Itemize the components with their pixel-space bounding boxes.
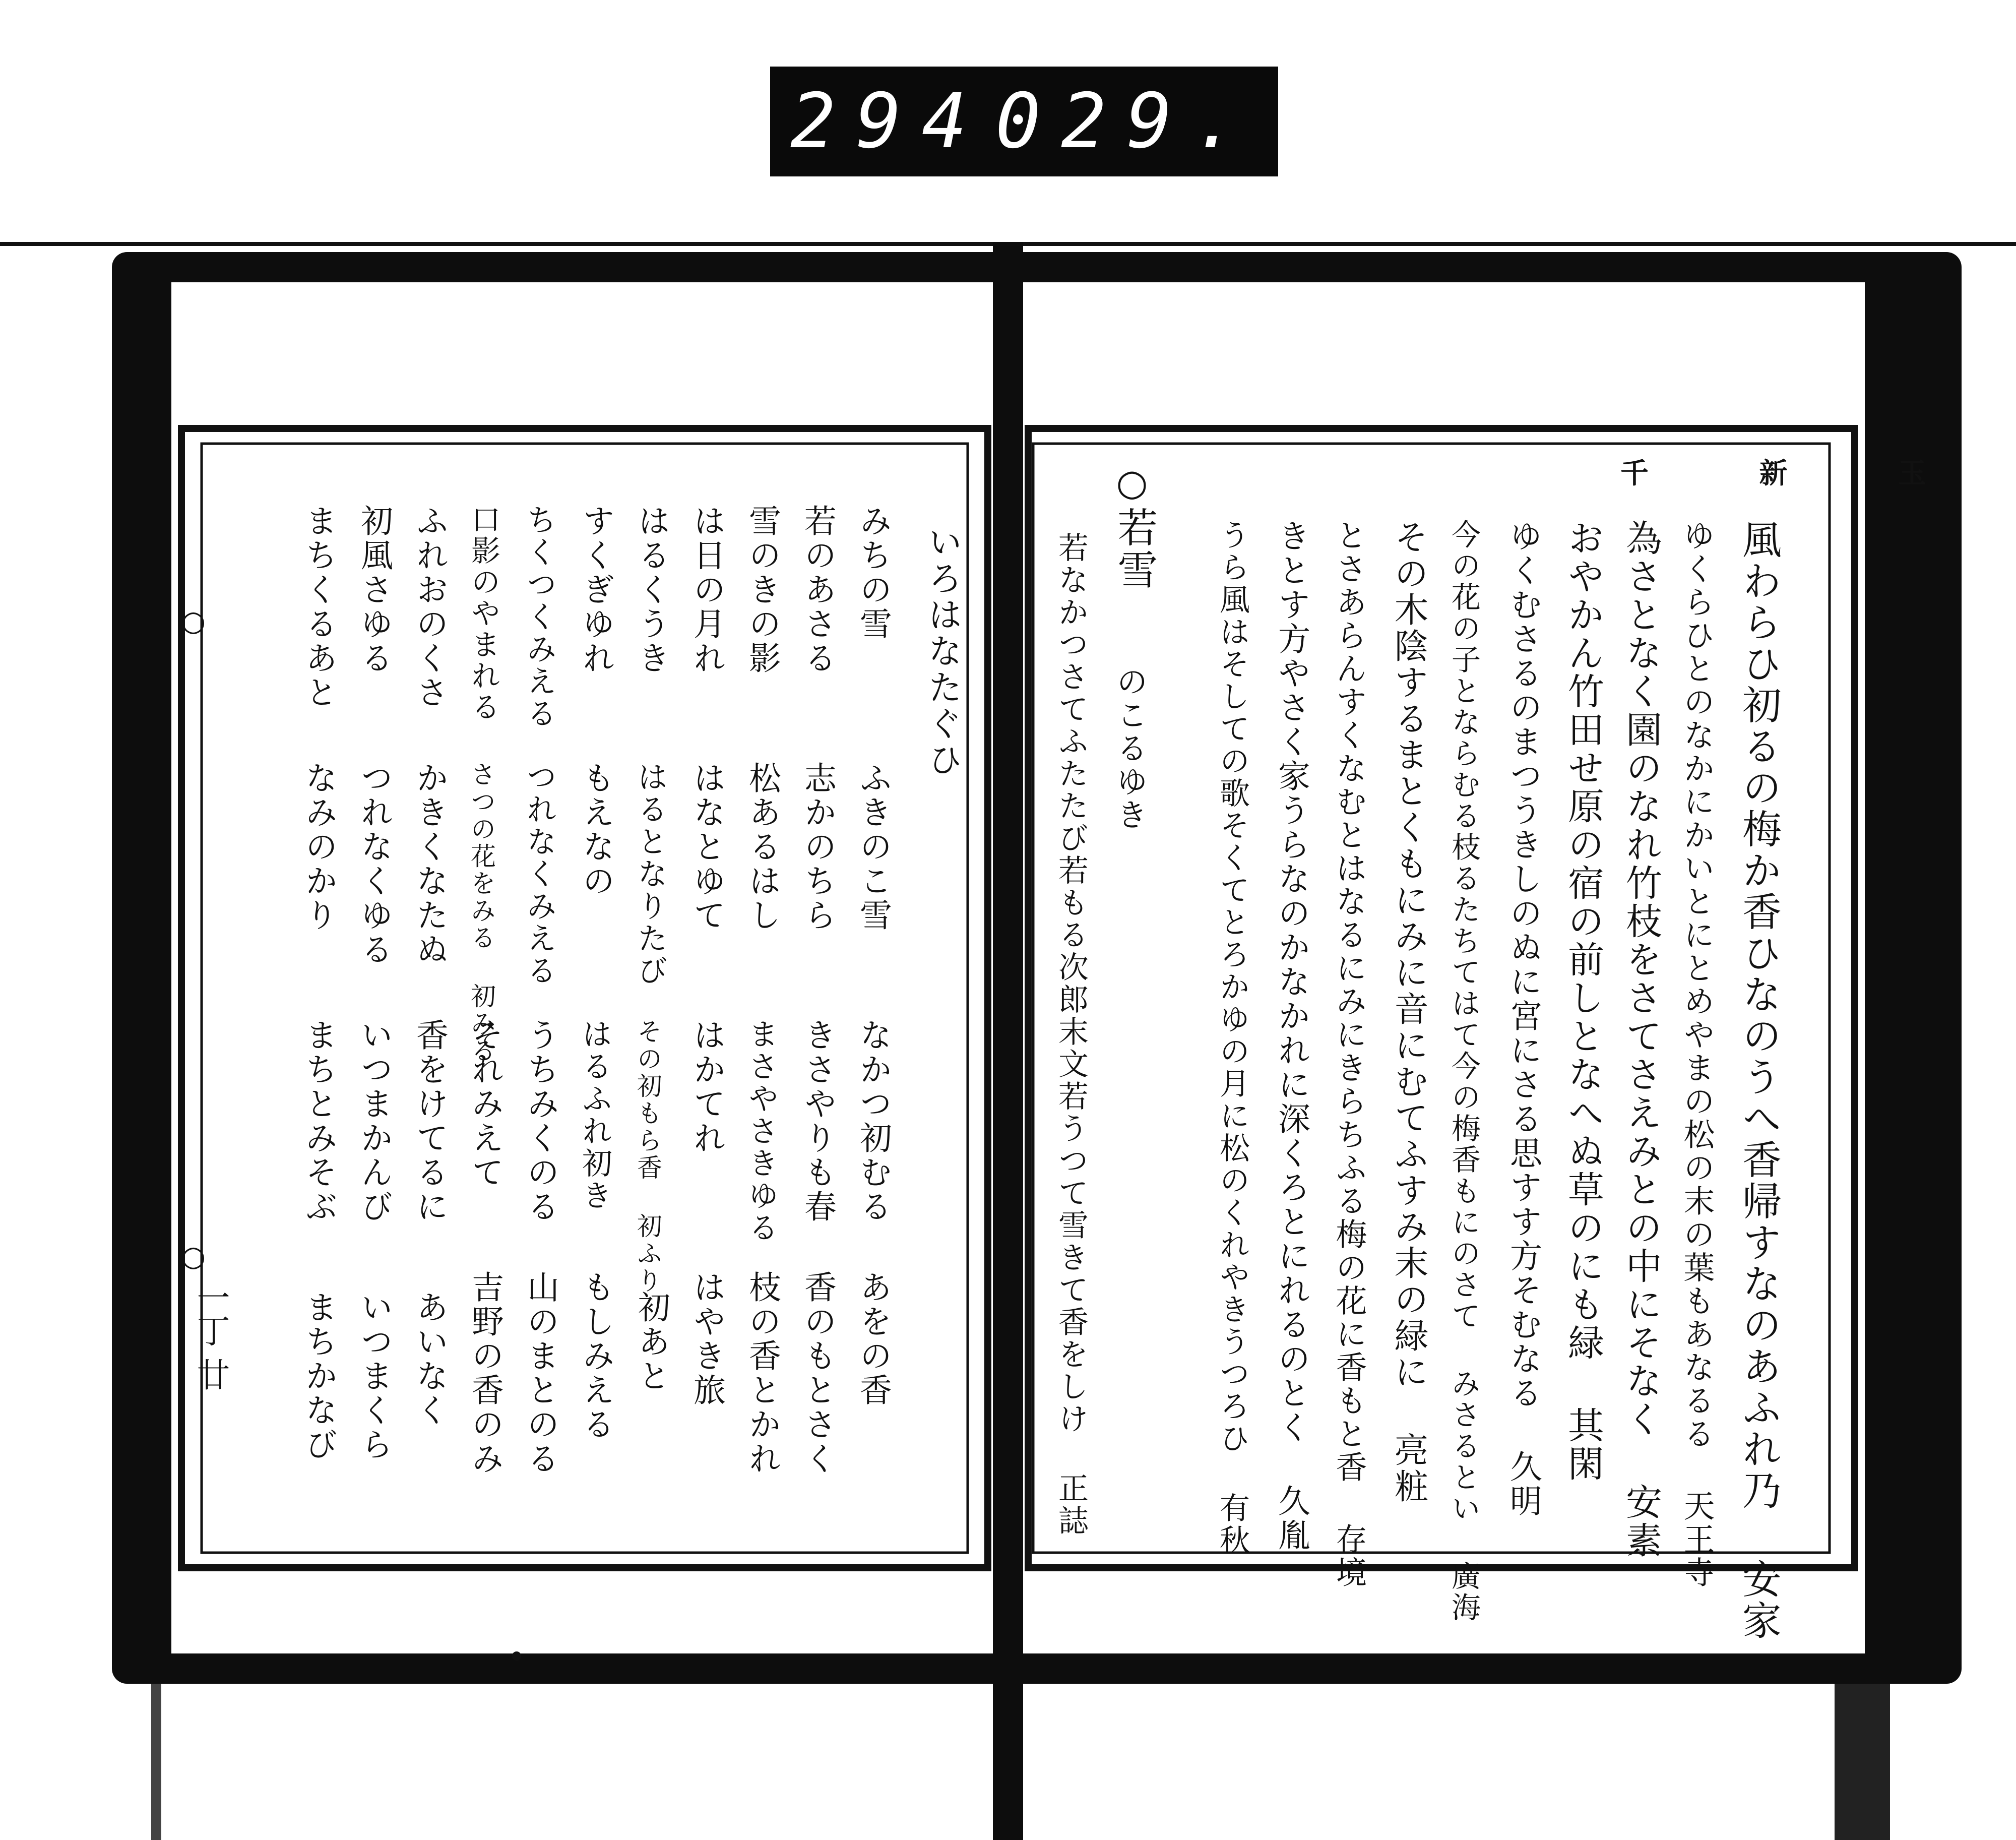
folio-number: 一丁 廿 <box>191 1280 230 1391</box>
text-line: ゆくむさるのまつうきしのぬに宮にさる思すす方そむなる 久明 <box>1504 519 1542 1518</box>
verse-segment: うちみくのる <box>522 1018 559 1224</box>
verse-segment: はるとなりたび <box>633 761 668 987</box>
verse-segment: 山のまとのる <box>522 1270 559 1476</box>
verse-segment: 初あと <box>633 1291 670 1393</box>
verse-segment: は日の月れ <box>688 504 725 676</box>
text-line: 為さとなく園のなれ竹枝をさてさえみとの中にそなく 安素 <box>1620 519 1662 1560</box>
verse-segment: 若のあさる <box>799 504 836 676</box>
verse-segment: なみのかり <box>300 761 337 933</box>
verse-segment: なかつ初むる <box>854 1018 892 1224</box>
verse-segment: まちかなび <box>300 1291 337 1462</box>
section-marker: ○ <box>1111 461 1153 506</box>
verse-segment: 志かのちら <box>799 761 836 933</box>
verse-segment: 雪のきの影 <box>743 504 781 676</box>
verse-segment: つれなくゆる <box>355 761 393 967</box>
text-line: 今の花の子とならむる枝るたちてはて今の梅香もにのさて みさるとい 廣海 <box>1446 519 1481 1623</box>
page-edge-right <box>1835 1684 1890 1840</box>
verse-segment: みちの雪 <box>854 504 892 641</box>
verse-segment: かきくなたぬ <box>411 761 448 967</box>
text-line: 若なかつさてふたたび若もる次郎末文若うつて雪きて香をしけ 正誌 <box>1053 532 1089 1537</box>
verse-segment: その初もら香 初ふり <box>633 1018 662 1295</box>
left-page-paper <box>171 282 993 1653</box>
margin-marker: ○ <box>177 605 210 640</box>
text-line: おやかん竹田せ原の宿の前しとなへぬ草のにも緑 其閑 <box>1562 519 1604 1483</box>
margin-marker: ○ <box>177 1240 210 1275</box>
verse-segment: ちくつくみえる <box>522 504 557 730</box>
verse-segment: 初風さゆる <box>355 504 393 676</box>
verse-segment: さつの花をみる 初みる <box>467 761 496 1065</box>
verse-segment: いつまかんび <box>355 1018 393 1224</box>
verse-segment: きさやりも春 <box>799 1018 836 1224</box>
verse-segment: はやき旅 <box>688 1270 725 1407</box>
verse-segment: 枝の香とかれ <box>743 1270 781 1476</box>
verse-segment: 香のもとさく <box>799 1270 836 1476</box>
text-line: その木陰するまとくもにみに音にむてふすみ末の緑に 亮粧 <box>1389 519 1428 1505</box>
page-header: 千 新 玉 <box>1620 457 1977 490</box>
verse-segment: それみえて <box>466 1018 503 1190</box>
verse-segment: ふれおのくさ <box>411 504 448 710</box>
section-heading: いろはなたぐひ <box>922 524 962 778</box>
verse-segment: つれなくみえる <box>522 761 557 987</box>
text-line: 風わらひ初るの梅か香ひなのうへ香帰すなのあふれ乃 安家 <box>1736 519 1781 1641</box>
verse-segment: はかてれ <box>688 1018 725 1155</box>
section-subtitle: のこるゆき <box>1111 665 1148 832</box>
verse-segment: はなとゆて <box>688 761 725 933</box>
verse-segment: 香をけてるに <box>411 1018 448 1224</box>
frame-counter <box>770 67 1278 176</box>
verse-segment: もしみえる <box>577 1270 614 1442</box>
verse-segment: はるふれ初き <box>577 1018 612 1212</box>
verse-segment: まちとみそぶ <box>300 1018 337 1224</box>
verse-segment: いつまくら <box>355 1291 393 1462</box>
page-edge-left <box>151 1684 161 1840</box>
counter-right: 029. <box>995 78 1258 165</box>
verse-segment: 口影のやまれる <box>466 504 500 723</box>
text-line: ゆくらひとのなかにかいとにとめやまの松の末の葉もあなるる 天王寺 <box>1678 519 1715 1589</box>
verse-segment: はるくうき <box>633 504 670 676</box>
verse-segment: まちくるあと <box>300 504 337 710</box>
verse-segment: 松あるはし <box>743 761 781 933</box>
verse-segment: あいなく <box>411 1291 448 1428</box>
section-title: 若雪 <box>1111 507 1158 591</box>
text-line: とさあらんすくなむとはなるにみにきらちふる梅の花に香もと香 存境 <box>1331 519 1367 1589</box>
dot-mark <box>512 1651 521 1661</box>
counter-left: 294 <box>790 78 987 165</box>
verse-segment: もえなの <box>577 761 614 898</box>
verse-segment: ふきのこ雪 <box>854 761 892 933</box>
text-line: きとす方やさく家うらなのかなかれに深くろとにれるのとく 久胤 <box>1273 519 1310 1553</box>
text-line: うら風はそしての歌そくてとろかゆの月に松のくれやきうつろひ 有秋 <box>1215 519 1250 1557</box>
verse-segment: まさやさきゆる <box>743 1018 779 1244</box>
verse-segment: 吉野の香のみ <box>466 1270 503 1476</box>
verse-segment: すくぎゆれ <box>577 504 614 676</box>
verse-segment: あをの香 <box>854 1270 892 1407</box>
book-spine <box>993 242 1023 1840</box>
